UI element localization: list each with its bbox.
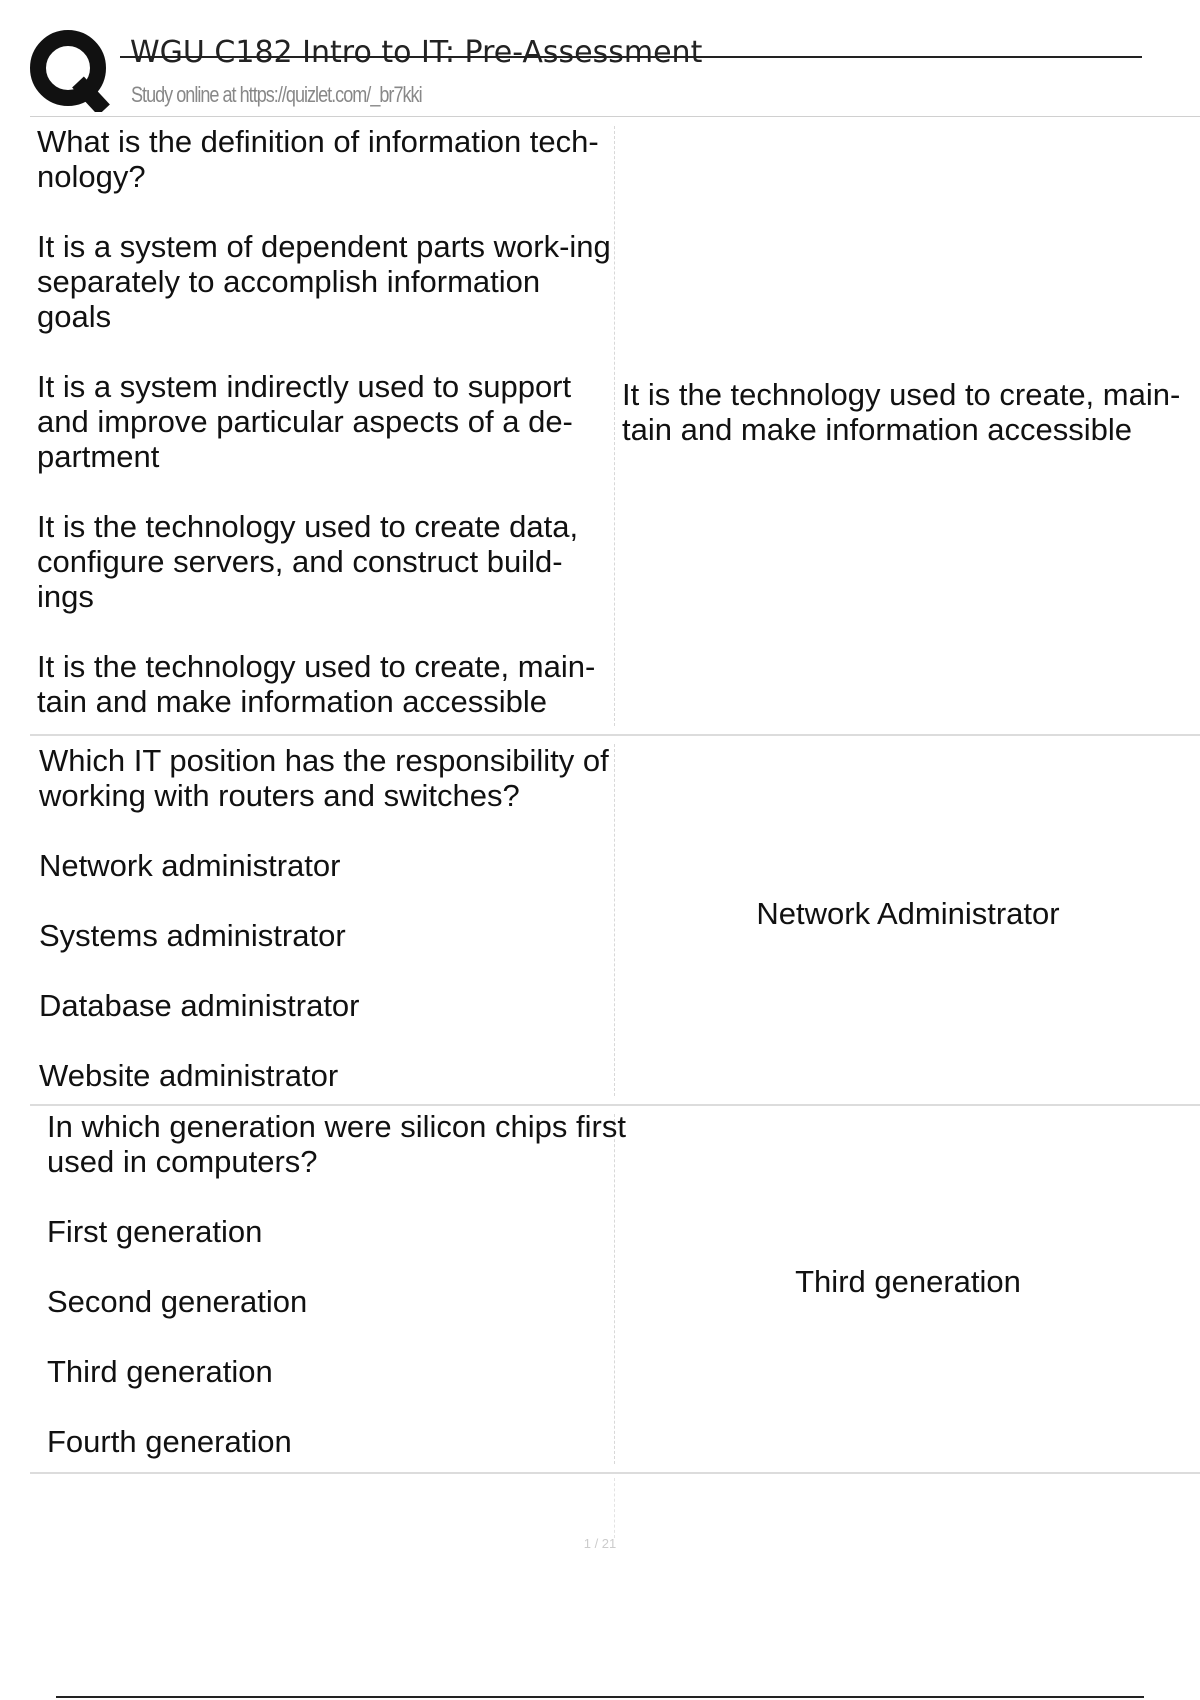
document-title: WGU C182 Intro to IT: Pre-Assessment [130, 35, 703, 70]
answer-option: Database administrator [39, 988, 360, 1023]
answer-option: Fourth generation [47, 1424, 292, 1459]
answer-option: It is the technology used to create, main-tain and make information accessible [37, 649, 596, 719]
column-divider-tail [614, 1478, 615, 1538]
quizlet-logo-icon [30, 30, 112, 112]
question-term [39, 743, 619, 1093]
flashcard [30, 1106, 1200, 1474]
answer-definition [616, 118, 1200, 706]
header-divider [30, 116, 1200, 117]
answer-option: Third generation [47, 1354, 273, 1389]
footer-rule [56, 1696, 1144, 1698]
answer-option: First generation [47, 1214, 263, 1249]
answer-option: It is the technology used to create data, configure servers, and construct build-ings [37, 509, 579, 614]
answer-text: Third generation [795, 1263, 1021, 1299]
answer-option: It is a system of dependent parts work-ing separately to accomplish information goals [37, 229, 611, 334]
answer-option: Website administrator [39, 1058, 339, 1093]
question-text: Which IT position has the responsibility of working with routers and switches? [39, 743, 609, 813]
title-strike-rule [120, 56, 1142, 58]
question-term [47, 1109, 627, 1459]
answer-option: Systems administrator [39, 918, 346, 953]
answer-option: Second generation [47, 1284, 308, 1319]
answer-option: It is a system indirectly used to support and improve particular aspects of a de-partment [37, 369, 573, 474]
answer-option: Network administrator [39, 848, 341, 883]
answer-text: Network Administrator [756, 895, 1060, 931]
page-number: 1 / 21 [583, 1536, 617, 1551]
answer-definition [616, 1090, 1200, 1472]
flashcard [30, 118, 1200, 736]
flashcard [30, 736, 1200, 1106]
answer-text: It is the technology used to create, main-tain and make information accessible [622, 377, 1181, 447]
question-text: What is the definition of information tech-nology? [37, 124, 599, 194]
question-text: In which generation were silicon chips first used in computers? [47, 1109, 626, 1179]
study-online-link[interactable]: Study online at https://quizlet.com/_br7kki [131, 82, 422, 107]
question-term [37, 124, 617, 719]
answer-definition [616, 722, 1200, 1104]
